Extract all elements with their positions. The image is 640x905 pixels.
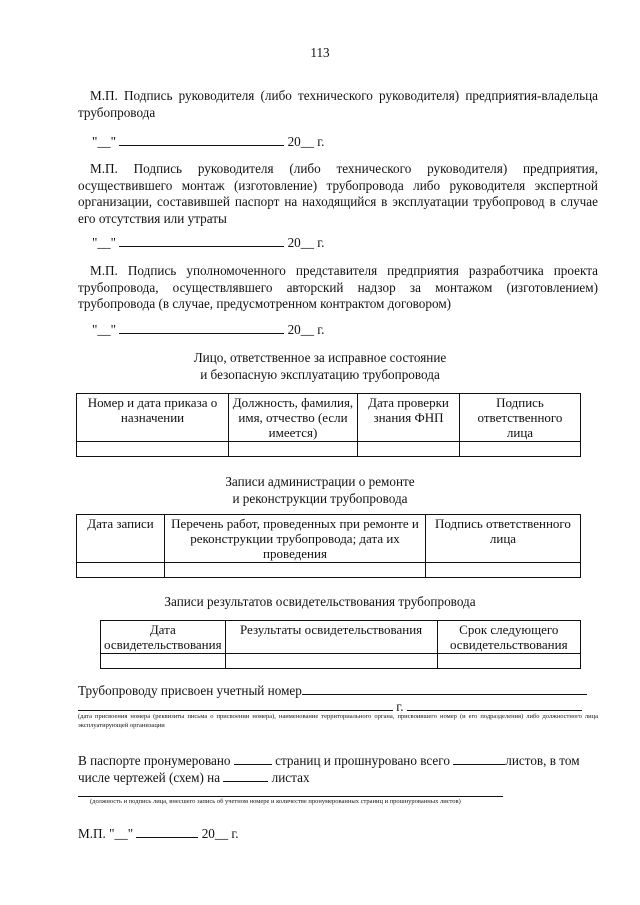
title-line: и безопасную эксплуатацию трубопровода [200, 367, 440, 382]
registration-note: (дата присвоения номера (реквизиты письма о присвоении номера), наименование территориального органа, присвоившего номер (и его подразделения) либо должностного лица эксплуатирующей организации [78, 713, 598, 729]
registration-line [78, 682, 587, 699]
header-cell: Результаты освидетельствования [225, 621, 437, 654]
table-row [77, 563, 581, 578]
date-year: 20__ г. [201, 826, 239, 841]
signature-installer [78, 161, 598, 227]
header-cell: Подпись ответственного лица [460, 394, 581, 442]
table-row [101, 654, 581, 669]
page-number: 113 [310, 45, 330, 60]
para-text: М.П. Подпись руководителя (либо технического руководителя) предприятия-владельца трубопровода [78, 88, 598, 120]
date-year: 20__ г. [287, 322, 325, 337]
passport-statement [78, 752, 598, 786]
passport-note: (должность и подпись лица, внесшего запись об учетном номере и количестве пронумерованных страниц и прошнурованных листов) [90, 798, 461, 805]
text: листов, в том [505, 753, 580, 768]
year-suffix: г. [396, 699, 404, 714]
text: В паспорте пронумеровано [78, 753, 231, 768]
inspection-table [100, 620, 581, 669]
date-year: 20__ г. [287, 134, 325, 149]
responsible-table [76, 393, 581, 457]
header-cell: Должность, фамилия, имя, отчество (если имеется) [229, 394, 358, 442]
header-cell: Дата записи [77, 515, 165, 563]
table-row [77, 442, 581, 457]
title-line: Лицо, ответственное за исправное состояние [193, 350, 447, 365]
signature-developer [78, 263, 598, 313]
repair-table [76, 514, 581, 578]
title-line: и реконструкции трубопровода [232, 491, 408, 506]
header-cell: Перечень работ, проведенных при ремонте и реконструкции трубопровода; дата их проведения [165, 515, 426, 563]
date-day: "__" [92, 235, 116, 250]
section2-title [0, 473, 640, 507]
text: числе чертежей (схем) на [78, 770, 221, 785]
para-text: М.П. Подпись уполномоченного представителя предприятия разработчика проекта трубопровода, осуществлявшего авторский надзор за монтажом (изготовлением) трубопровода (в случае, предусмотренном контрактом договором) [78, 263, 598, 311]
registration-label: Трубопроводу присвоен учетный номер [78, 683, 302, 698]
section1-title [0, 349, 640, 383]
signature-owner [78, 88, 598, 121]
header-cell: Срок следующего освидетельствования [437, 621, 580, 654]
title-line: Записи администрации о ремонте [225, 474, 415, 489]
header-cell: Дата освидетельствования [101, 621, 226, 654]
text: листах [271, 770, 310, 785]
date-line [92, 133, 324, 150]
date-year: 20__ г. [287, 235, 325, 250]
section3-title: Записи результатов освидетельствования трубопровода [164, 594, 476, 609]
header-cell: Дата проверки знания ФНП [358, 394, 460, 442]
date-line [92, 234, 324, 251]
text: страниц и прошнуровано всего [275, 753, 450, 768]
date-day: "__" [92, 322, 116, 337]
header-cell: Подпись ответственного лица [426, 515, 581, 563]
para-text: М.П. Подпись руководителя (либо технического руководителя) предприятия, осуществившего монтаж (изготовление) трубопровода либо руководителя экспертной организации, составившей паспорт на находящийся в эксплуатации трубопровод в случае его отсутствия или утраты [78, 161, 598, 226]
header-cell: Номер и дата приказа о назначении [77, 394, 229, 442]
date-day: "__" [92, 134, 116, 149]
final-stamp-line [78, 825, 239, 842]
date-line [92, 321, 324, 338]
mp-label: М.П. "__" [78, 826, 134, 841]
